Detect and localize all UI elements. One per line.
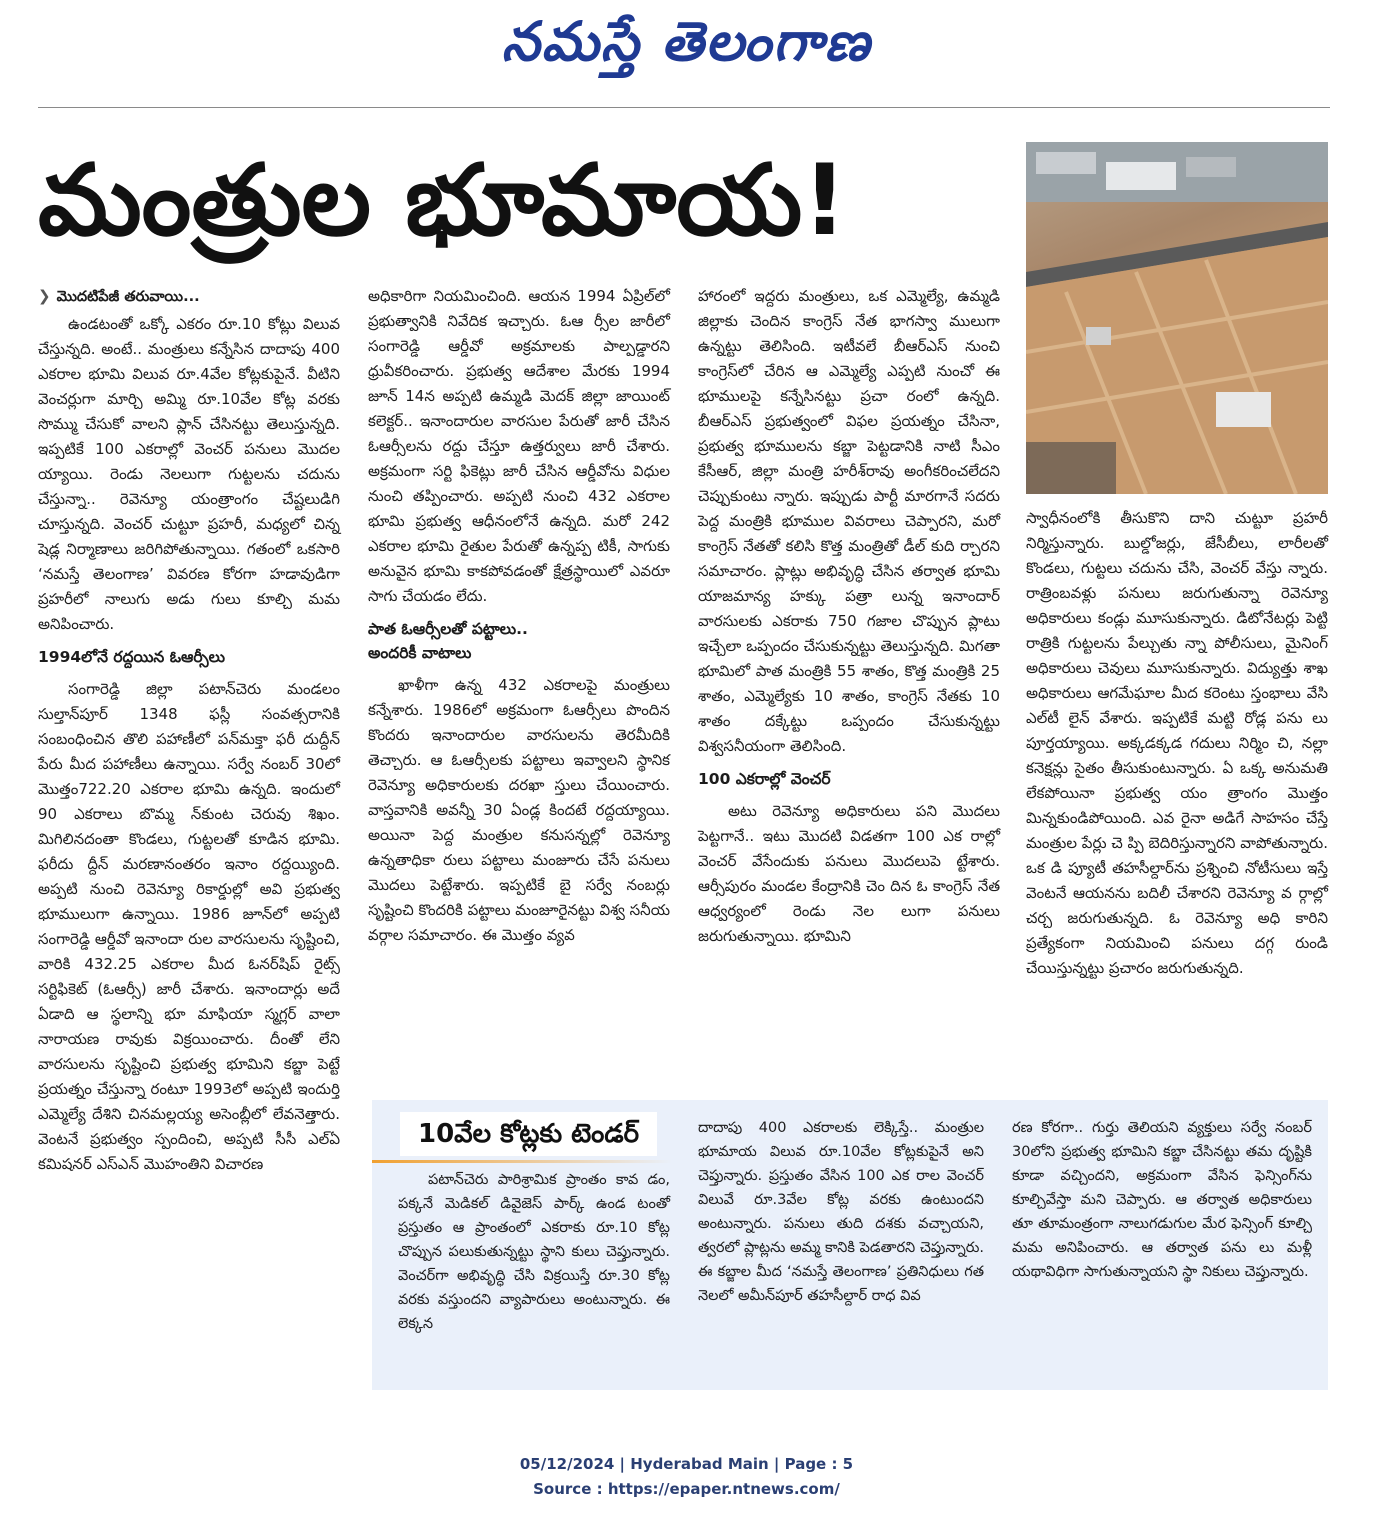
sidebar-column-2 (698, 1116, 984, 1312)
sidebar-column-1 (398, 1168, 670, 1340)
subheading: 100 ఎకరాల్లో వెంచర్ (698, 770, 831, 788)
photo-illustration (1026, 142, 1328, 494)
newspaper-masthead: నమస్తే తెలంగాణ (501, 10, 872, 73)
paragraph: ఖాళీగా ఉన్న 432 ఎకరాలపై మంత్రులు కన్నేశారు. 1986లో అక్రమంగా ఓఆర్సీలు పొందిన కొందరు ఇనాందారుల వారసులను తెరమీదికి తెచ్చారు. ఆ ఓఆర్సీలకు పట్టాలు ఇవ్వాలని స్థానిక రెవెన్యూ అధికారులకు దరఖా స్తులు చేయించారు. వాస్తవానికి అవన్నీ 30 ఏండ్ల కిందటే రద్దయ్యాయి. అయినా పెద్ద మంత్రుల కనుసన్నల్లో రెవెన్యూ ఉన్నతాధికా రులు పట్టాలు మంజూరు చేసే పనులు మొదలు పెట్టేశారు. ఇప్పటికే బై సర్వే నంబర్లు సృష్టించి కొందరికి పట్టాలు మంజూరైనట్టు విశ్వ సనీయ వర్గాల సమాచారం. ఈ మొత్తం వ్యవ (368, 676, 670, 944)
paragraph: దాదాపు 400 ఎకరాలకు లెక్కిస్తే.. మంత్రుల భూమాయ విలువ రూ.10వేల కోట్లకుపైనే అని చెప్తున్నారు. ప్రస్తుతం వేసిన 100 ఎక రాల వెంచర్ విలువే రూ.3వేల కోట్ల వరకు ఉంటుందని అంటున్నారు. పనులు తుది దశకు వచ్చాయని, త్వరలో ప్లాట్లను అమ్మ కానికి పెడతారని చెప్తున్నారు. ఈ కబ్జాల మీద ‘నమస్తే తెలంగాణ’ ప్రతినిధులు గత నెలలో అమీన్‌పూర్ తహసీల్దార్ రాధ వివ (698, 1120, 984, 1304)
paragraph: పటాన్‌చెరు పారిశ్రామిక ప్రాంతం కావ డం, పక్కనే మెడికల్ డివైజెస్ పార్క్ ఉండ టంతో ప్రస్తుతం ఆ ప్రాంతంలో ఎకరాకు రూ.10 కోట్ల చొప్పున పలుకుతున్నట్టు స్థాని కులు చెప్తున్నారు. వెంచర్‌గా అభివృద్ధి చేసి విక్రయిస్తే రూ.30 కోట్ల వరకు వస్తుందని వ్యాపారులు అంటున్నారు. ఈ లెక్కన (398, 1172, 670, 1332)
article-column-4 (1026, 506, 1328, 985)
subheading: 1994లోనే రద్దయిన ఓఆర్సీలు (38, 648, 225, 666)
masthead-divider (38, 107, 1330, 108)
paragraph: అటు రెవెన్యూ అధికారులు పని మొదలు పెట్టగానే.. ఇటు మొదటి విడతగా 100 ఎక రాల్లో వెంచర్ వేసేందుకు పనులు మొదలుపె ట్టేశారు. ఆర్సీపురం మండల కేంద్రానికి చెం దిన ఓ కాంగ్రెస్ నేత ఆధ్వర్యంలో రెండు నెల లుగా పనులు జరుగుతున్నాయి. భూమిని (698, 802, 1000, 945)
sidebar-story-title: 10వేల కోట్లకు టెండర్ (400, 1112, 657, 1156)
chevron-right-icon: ❯ (38, 287, 51, 305)
article-column-3 (698, 284, 1000, 953)
subheading: అందరికీ వాటాలు (368, 644, 472, 662)
subheading: పాత ఓఆర్సీలతో పట్టాలు.. (368, 620, 528, 638)
article-column-1 (38, 284, 340, 1181)
sidebar-title-underline (372, 1160, 672, 1163)
paragraph: స్వాధీనంలోకి తీసుకొని దాని చుట్టూ ప్రహరీ నిర్మిస్తున్నారు. బుల్డోజర్లు, జేసీబీలు, లారీలతో కొండలు, గుట్టలు చదును చేసి, వెంచర్ వేస్తు న్నారు. రాత్రింబవళ్లు పనులు జరుగుతున్నా రెవెన్యూ అధికారులు కండ్లు మూసుకున్నారు. డిటోనేటర్లు పెట్టి రాత్రికి గుట్టలను పేల్చుతు న్నా పోలీసులు, మైనింగ్ అధికారులు చెవులు మూసుకున్నారు. విద్యుత్తు శాఖ అధికారులు ఆగమేఘాల మీద కరెంటు స్తంభాలు వేసి ఎల్‌టీ లైన్ వేశారు. ఇప్పటికే మట్టి రోడ్ల పను లు పూర్తయ్యాయి. అక్కడక్కడ గదులు నిర్మిం చి, నల్లా కనెక్షన్లు సైతం తీసుకుంటున్నారు. ఏ ఒక్క అనుమతి లేకపోయినా ప్రభుత్వ యం త్రాంగం మొత్తం మిన్నకుండిపోయింది. ఎవ రైనా అడిగే సాహసం చేస్తే మంత్రుల పేర్లు చె ప్పి బెదిరిస్తున్నారని వాపోతున్నారు. ఒక డి ప్యూటీ తహసీల్దార్‌ను ప్రశ్నించి నోటీసులు ఇస్తే వెంటనే ఆయనను బదిలీ చేశారని రెవెన్యూ వ ర్గాల్లో చర్చ జరుగుతున్నది. ఓ రెవెన్యూ అధి కారిని ప్రత్యేకంగా నియమించి పనులు దగ్గ రుండి చేయిస్తున్నట్టు ప్రచారం జరుగుతున్నది. (1026, 509, 1328, 977)
source-link[interactable]: Source : https://epaper.ntnews.com/ (533, 1480, 840, 1498)
paragraph: అధికారిగా నియమించింది. ఆయన 1994 ఏప్రిల్‌లో ప్రభుత్వానికి నివేదిక ఇచ్చారు. ఓఆ ర్సీల జారీలో సంగారెడ్డి ఆర్డీవో అక్రమాలకు పాల్పడ్డారని ధ్రువీకరించారు. ప్రభుత్వ ఆదేశాల మేరకు 1994 జూన్ 14న అప్పటి ఉమ్మడి మెదక్ జిల్లా జాయింట్ కలెక్టర్.. ఇనాందారుల వారసుల పేరుతో జారీ చేసిన ఓఆర్సీలను రద్దు చేస్తూ ఉత్తర్వులు జారీ చేశారు. అక్రమంగా సర్టి ఫికెట్లు జారీ చేసిన ఆర్డీవోను విధుల నుంచి తప్పించారు. అప్పటి నుంచి 432 ఎకరాల భూమి ప్రభుత్వ ఆధీనంలోనే ఉన్నది. మరో 242 ఎకరాల భూమి రైతుల పేరుతో ఉన్నప్ప టికీ, సాగుకు అనువైన భూమి కాకపోవడంతో క్షేత్రస్థాయిలో ఎవరూ సాగు చేయడం లేదు. (368, 287, 670, 605)
paragraph: సంగారెడ్డి జిల్లా పటాన్‌చెరు మండలం సుల్తాన్‌పూర్ 1348 ఫస్లీ సంవత్సరానికి సంబంధించిన తొలి పహాణీలో పన్‌మక్తా ఫరీ దుద్దీన్ పేరు మీద పహాణీలు ఉన్నాయి. సర్వే నంబర్ 30లో మొత్తం722.20 ఎకరాల భూమి ఉన్నది. ఇందులో 90 ఎకరాలు బొమ్మ న్‌కుంట చెరువు శిఖం. మిగిలినదంతా కొండలు, గుట్టలతో కూడిన భూమి. ఫరీదు ద్దీన్ మరణానంతరం ఇనాం రద్దయ్యింది. అప్పటి నుంచి రెవెన్యూ రికార్డుల్లో అవి ప్రభుత్వ భూములుగా ఉన్నాయి. 1986 జూన్‌లో అప్పటి సంగారెడ్డి ఆర్డీవో ఇనాందా రుల వారసులను సృష్టించి, వారికి 432.25 ఎకరాల మీద ఓనర్‌షిప్ రైట్స్ సర్టిఫికెట్ (ఓఆర్సీ) జారీ చేశారు. ఇనాందార్లు అదే ఏడాది ఆ స్థలాన్ని భూ మాఫియా స్మగ్లర్ వాలా నారాయణ రావుకు విక్రయించారు. దీంతో లేని వారసులను సృష్టించి ప్రభుత్వ భూమిని కబ్జా పెట్టే ప్రయత్నం చేస్తున్నా రంటూ 1993లో అప్పటి ఇందుర్తి ఎమ్మెల్యే దేశిని చినమల్లయ్య అసెంబ్లీలో లేవనెత్తారు. వెంటనే ప్రభుత్వం స్పందించి, అప్పటి సీసీ ఎల్ఏ కమిషనర్ ఎస్ఎన్ మొహంతిని విచారణ (38, 680, 340, 1173)
aerial-construction-site-photo (1026, 142, 1328, 494)
paragraph: హారంలో ఇద్దరు మంత్రులు, ఒక ఎమ్మెల్యే, ఉమ్మడి జిల్లాకు చెందిన కాంగ్రెస్ నేత భాగస్వా ములుగా ఉన్నట్టు తెలిసింది. ఇటీవలే బీఆర్ఎస్ నుంచి కాంగ్రెస్‌లో చేరిన ఆ ఎమ్మెల్యే ఎప్పటి నుంచో ఈ భూములపై కన్నేసినట్టు ప్రచా రంలో ఉన్నది. బీఆర్ఎస్ ప్రభుత్వంలో విఫల ప్రయత్నం చేసినా, ప్రభుత్వ భూములను కబ్జా పెట్టడానికి నాటి సీఎం కేసీఆర్, జిల్లా మంత్రి హరీశ్‌రావు అంగీకరించలేదని చెప్పుకుంటు న్నారు. ఇప్పుడు పార్టీ మారగానే సదరు పెద్ద మంత్రికి భూముల వివరాలు చెప్పారని, మరో కాంగ్రెస్ నేతతో కలిసి కొత్త మంత్రితో డీల్ కుది ర్చారని సమాచారం. ప్లాట్లు అభివృద్ధి చేసిన తర్వాత భూమి యాజమాన్య హక్కు పత్రా లున్న ఇనాందార్ వారసులకు ఎకరాకు 750 గజాల చొప్పున ప్లాటు ఇచ్చేలా ఒప్పందం చేసుకున్నట్టు తెలుస్తున్నది. మిగతా భూమిలో పాత మంత్రికి 55 శాతం, కొత్త మంత్రికి 25 శాతం, ఎమ్మెల్యేకు 10 శాతం, కాంగ్రెస్ నేతకు 10 శాతం దక్కేట్టు ఒప్పందం చేసుకున్నట్టు విశ్వసనీయంగా తెలిసింది. (698, 287, 1000, 755)
edition-info: 05/12/2024 | Hyderabad Main | Page : 5 (519, 1455, 854, 1473)
page-headline: మంత్రుల భూమాయ! (38, 144, 847, 258)
paragraph: రణ కోరగా.. గుర్తు తెలియని వ్యక్తులు సర్వే నంబర్ 30లోని ప్రభుత్వ భూమిని కబ్జా చేసినట్టు తమ దృష్టికి కూడా వచ్చిందని, అక్రమంగా వేసిన ఫెన్సింగ్‌ను కూల్చివేస్తా మని చెప్పారు. ఆ తర్వాత అధికారులు తూ తూమంత్రంగా నాలుగడుగుల మేర ఫెన్సింగ్ కూల్చి మమ అనిపించారు. ఆ తర్వాత పను లు మళ్లీ యథావిధిగా సాగుతున్నాయని స్థా నికులు చెప్తున్నారు. (1012, 1120, 1312, 1280)
article-column-2 (368, 284, 670, 952)
paragraph: ఉండటంతో ఒక్కో ఎకరం రూ.10 కోట్లు విలువ చేస్తున్నది. అంటే.. మంత్రులు కన్నేసిన దాదాపు 400 ఎకరాల భూమి విలువ రూ.4వేల కోట్లకుపైనే. వీటిని వెంచర్లుగా మార్చి అమ్మి రూ.10వేల కోట్ల వరకు సొమ్ము చేసుకో వాలని ప్లాన్ చేసినట్టు తెలుస్తున్నది. ఇప్పటికే 100 ఎకరాల్లో వెంచర్ పనులు మొదల య్యాయి. రెండు నెలలుగా గుట్టలను చదును చేస్తున్నా.. రెవెన్యూ యంత్రాంగం చేష్టలుడిగి చూస్తున్నది. వెంచర్ చుట్టూ ప్రహరీ, మధ్యలో చిన్న షెడ్ల నిర్మాణాలు జరిగిపోతున్నాయి. గతంలో ఒకసారి ‘నమస్తే తెలంగాణ’ వివరణ కోరగా హడావుడిగా ప్రహరీలో నాలుగు అడు గులు కూల్చి మమ అనిపించారు. (38, 315, 340, 633)
sidebar-column-3 (1012, 1116, 1312, 1288)
kicker-text: మొదటిపేజీ తరువాయి... (56, 289, 200, 305)
continued-kicker (38, 284, 340, 310)
